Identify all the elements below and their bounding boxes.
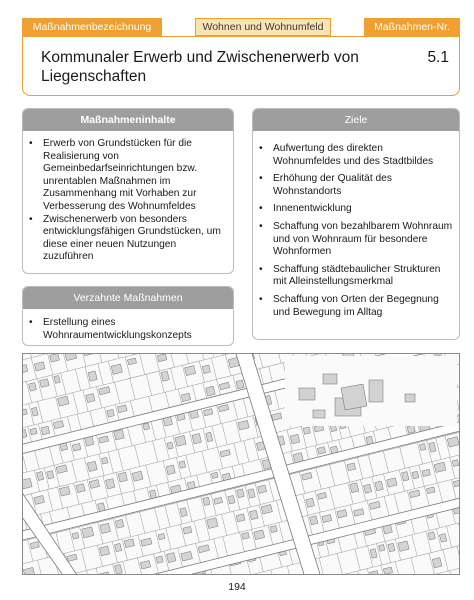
list-item: • Innenentwicklung [253,203,453,216]
tab-category: Wohnen und Wohnumfeld [195,18,331,36]
ziele-heading: Ziele [253,109,459,131]
tab-massnahmen-nr: Maßnahmen-Nr. [364,18,460,36]
list-item: • Schaffung von bezahlbarem Wohnraum und von Wohnraum für besondere Wohnformen [253,221,453,259]
list-item: • Schaffung städtebaulicher Strukturen mit Alleinstellungsmerkmal [253,264,453,289]
measure-number: 5.1 [427,49,449,66]
list-item: • Schaffung von Orten der Begegnung und Bewegung im Alltag [253,294,453,319]
title-box [22,36,460,96]
massnahmeninhalte-heading: Maßnahmeninhalte [23,109,233,131]
massnahmeninhalte-box [22,108,234,274]
ziele-box [252,108,460,340]
list-item: • Erwerb von Grundstücken für die Realisierung von Gemeinbedarfseinrichtungen bzw. unrentablen Maßnahmen im Zusammenhang mit Vorhaben zur Verbesserung des Wohnumfeldes [23,138,227,214]
cadastral-map-drawing [23,354,459,574]
verzahnte-massnahmen-box [22,286,234,346]
cadastral-map [22,353,460,575]
verzahnte-massnahmen-heading: Verzahnte Maßnahmen [23,287,233,309]
tab-massnahmenbezeichnung: Maßnahmenbezeichnung [22,18,162,36]
list-item: • Zwischenerwerb von besonders entwicklungsfähigen Grundstücken, um diese einer neuen Nutzungen zuzuführen [23,214,227,264]
massnahmeninhalte-list [23,131,233,264]
ziele-list [253,131,459,319]
list-item: • Erhöhung der Qualität des Wohnstandorts [253,173,453,198]
list-item: • Aufwertung des direkten Wohnumfeldes und des Stadtbildes [253,143,453,168]
list-item: • Erstellung eines Wohnraumentwicklungskonzepts [23,317,233,342]
verzahnte-massnahmen-list [23,309,233,342]
page-number: 194 [228,581,246,593]
page-title: Kommunaler Erwerb und Zwischenerwerb von Liegenschaften [41,49,359,85]
